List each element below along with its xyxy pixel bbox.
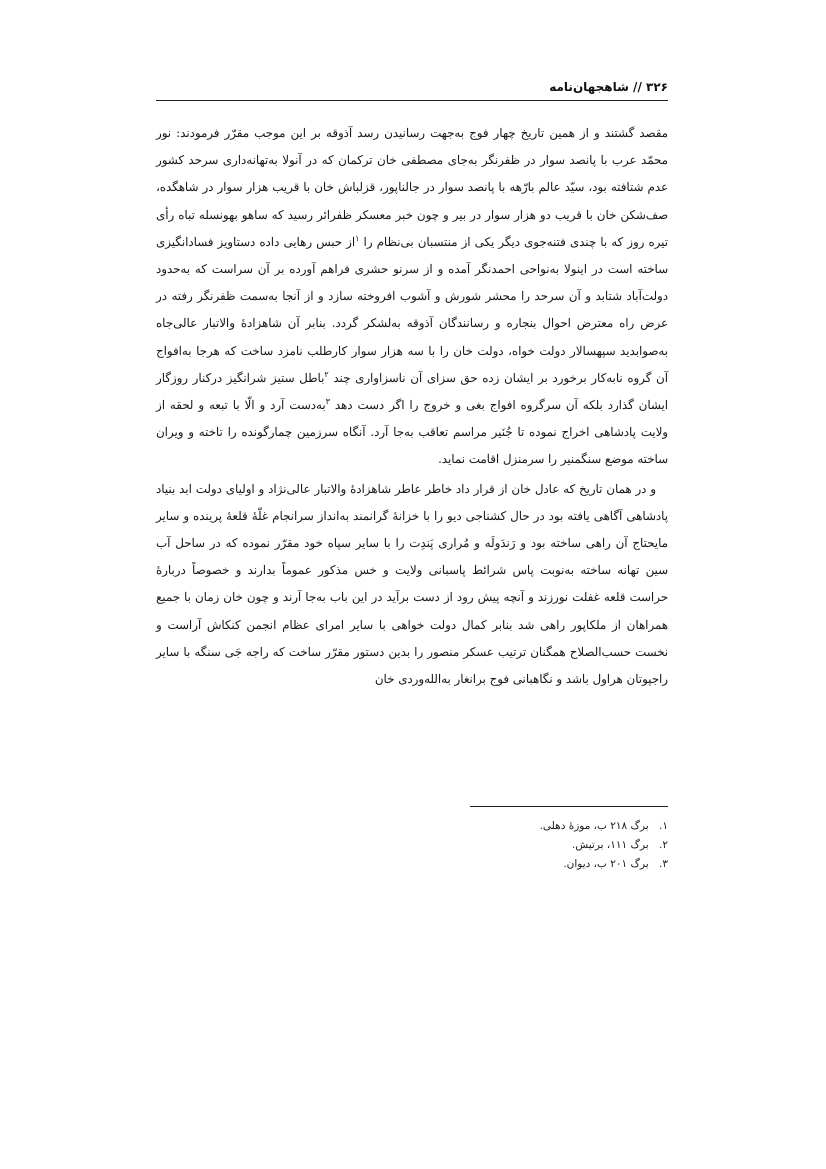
footnote-3	[308, 855, 668, 874]
footnote-marker-3[interactable]: ۳	[325, 397, 330, 407]
paragraph-1-part-c: باطل ستیز شرانگیز درکنار روزگار ایشان گذارد بلکه آن سرگروه افواج بغی و خروج را اگر دست دهد	[156, 370, 669, 413]
footnote-1	[308, 817, 668, 836]
footnote-marker-1[interactable]: ۱	[355, 233, 360, 243]
footnote-number: ۳.	[659, 858, 668, 870]
running-header	[156, 74, 668, 101]
footnote-2	[308, 836, 668, 855]
footnotes	[308, 817, 668, 874]
paragraph-1-part-a: مقصد گشتند و از همین تاریخ چهار فوج به‌جهت رسانیدن رسد آذوقه بر این موجب مقرّر فرمودند: نور محمّد عرب با پانصد سوار در ظفرنگر به‌جای مصطفی خان ترکمان که در آنولا به‌تهانه‌داری سرحد کشور عدم شتافته بود، سیّد عالم بارّهه با پانصد سوار در جالناپور، قزلباش خان با قریب هزار سوار در شاهگده، صف‌شکن خان با قریب دو هزار سوار در بیر و چون خبر معسکر ظفرائر رسید که ساهو بهونسله تباه رأی تیره روز که با چندی فتنه‌جوی دیگر یکی از منتسبان بی‌نظام را	[156, 126, 668, 249]
running-head-text: ۳۲۶ // شاهجهان‌نامه	[549, 80, 668, 94]
footnote-text: برگ ۱۱۱، برتیش.	[572, 839, 649, 851]
footnote-marker-2[interactable]: ۲	[324, 369, 329, 379]
paragraph-1-part-d: به‌دست آرد و الّا با تبعه و لحقه از ولایت پادشاهی اخراج نموده تا جُنَیر مراسم تعاقب به‌جا آرد. آنگاه سرزمین چمارگونده را تاخته و ویران ساخته موضع سنگمنیر را سرمنزل اقامت نماید.	[156, 398, 668, 467]
paragraph-2: و در همان تاریخ که عادل خان از قرار داد خاطر عاطر شاهزادهٔ والاتبار عالی‌نژاد و اولیای دولت ابد بنیاد پادشاهی آگاهی یافته بود در حال کشناجی دیو را با خزانهٔ گرانمند به‌انداز سرانجام غلّهٔ قلعهٔ پرینده و سایر مایحتاج آن راهی ساخته بود و رَندَولَه و مُراری پَندِت را با سایر سپاه خود مقرّر نموده که در ساحل آب سین تهانه ساخته به‌نوبت پاس شرائط پاسبانی ولایت و خس مذکور عموماً بدارند و خصوصاً دربارهٔ حراست قلعه غفلت نورزند و آنچه پیش رود از دست برآید در این باب به‌جا آرند و چون خان زمان با جمیع همراهان از ملکاپور راهی شد بنابر کمال دولت خواهی با سایر امرای عظام انجمن کنکاش آراست و نخست حسب‌الصلاح همگنان ترتیب عسکر منصور را بدین دستور مقرّر ساخت که راجه جَی سنگه با سایر راجپوتان هراول باشد و نگاهبانی فوج برانغار به‌الله‌وردی خان	[156, 481, 668, 687]
footnote-text: برگ ۲۰۱ ب، دیوان.	[563, 858, 649, 870]
paragraph-1-part-b: از حبس رهایی داده دستاویز فسادانگیزی ساخته است در اینولا به‌نواحی احمدنگر آمده و از سرنو حشری فراهم آورده بر آن سراست که به‌حدود دولت‌آباد شتابد و آن سرحد را محشر شورش و آشوب افروخته سازد و از آنجا به‌سمت ظفرنگر رفته در عرض راه معترض احوال بنجاره و رسانندگان آذوقه به‌لشکر گردد. بنابر آن شاهزادهٔ والاتبار عالی‌جاه به‌صوابدید سپهسالار دولت خواه، دولت خان را با سه هزار سوار کارطلب نامزد ساخت که هرجا به‌افواج آن گروه نابه‌کار برخورد بر ایشان زده حق سزای آن ناسزاواری چند	[156, 234, 668, 385]
paragraph-1	[156, 120, 668, 474]
footnote-separator	[470, 806, 668, 807]
main-text	[156, 120, 668, 693]
footnote-number: ۲.	[659, 839, 668, 851]
footnote-text: برگ ۲۱۸ ب، موزهٔ دهلی.	[539, 820, 649, 832]
footnote-number: ۱.	[659, 820, 668, 832]
